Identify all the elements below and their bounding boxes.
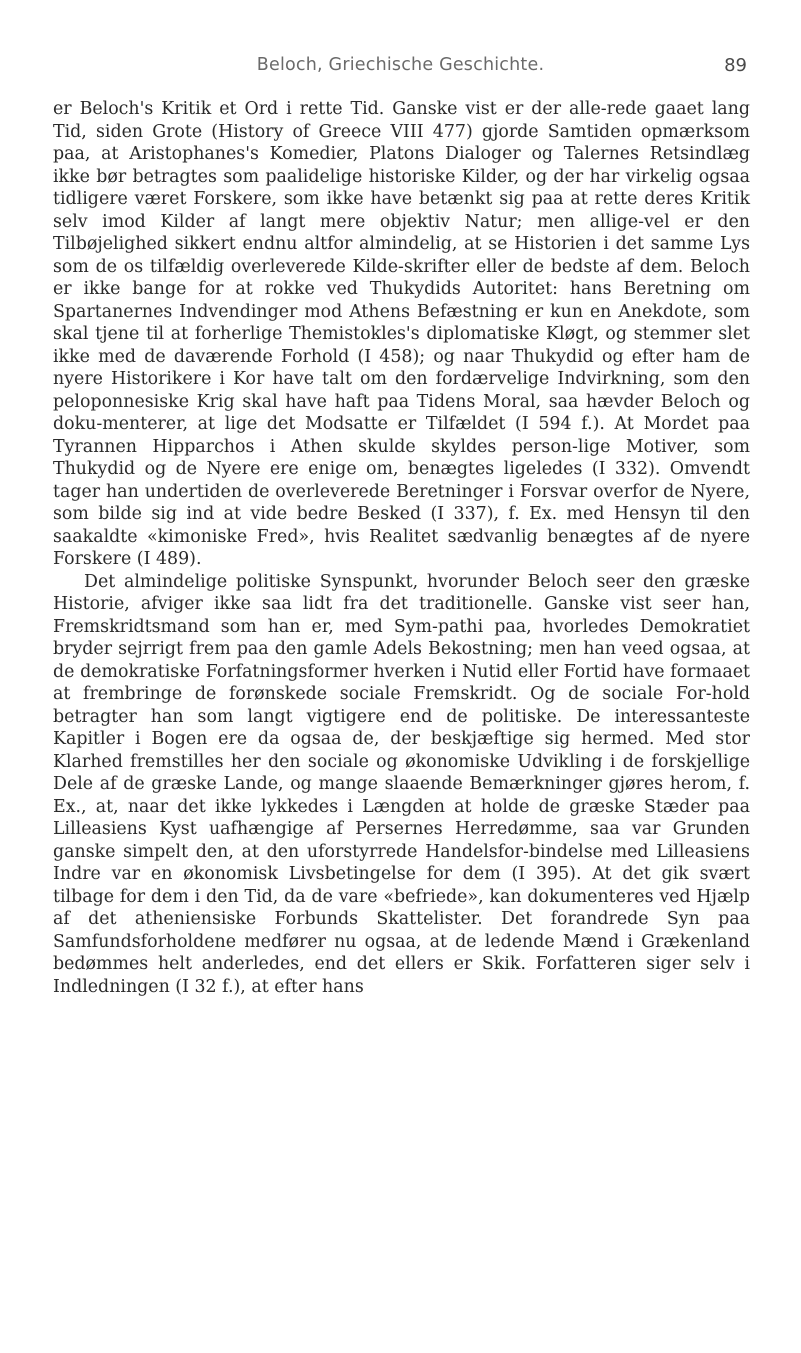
- running-head: Beloch, Griechische Geschichte.: [256, 55, 545, 75]
- body-text: [53, 98, 750, 998]
- paragraph-belochs-kritik: er Beloch's Kritik et Ord i rette Tid. Ganske vist er der alle-rede gaaet lang Tid, siden Grote (History of Greece VIII 477) gjorde Samtiden opmærksom paa, at Aristophanes's Komedier, Platons Dialoger og Talernes Retsindlæg ikke bør betragtes som paalidelige historiske Kilder, og der har virkelig ogsaa tidligere været Forskere, som ikke have betænkt sig paa at rette deres Kritik selv imod Kilder af langt mere objektiv Natur; men allige-vel er den Tilbøjelighed sikkert endnu altfor almindelig, at se Historien i det samme Lys som de os tilfældig overleverede Kilde-skrifter eller de bedste af dem. Beloch er ikke bange for at rokke ved Thukydids Autoritet: hans Beretning om Spartanernes Indvendinger mod Athens Befæstning er kun en Anekdote, som skal tjene til at forherlige Themistokles's diplomatiske Kløgt, og stemmer slet ikke med de daværende Forhold (I 458); og naar Thukydid og efter ham de nyere Historikere i Kor have talt om den fordærvelige Indvirkning, som den peloponnesiske Krig skal have haft paa Tidens Moral, saa hævder Beloch og doku-menterer, at lige det Modsatte er Tilfældet (I 594 f.). At Mordet paa Tyrannen Hipparchos i Athen skulde skyldes person-lige Motiver, som Thukydid og de Nyere ere enige om, benægtes ligeledes (I 332). Omvendt tager han undertiden de overleverede Beretninger i Forsvar overfor de Nyere, som bilde sig ind at vide bedre Besked (I 337), f. Ex. med Hensyn til den saakaldte «kimoniske Fred», hvis Realitet sædvanlig benægtes af de nyere Forskere (I 489).: [53, 99, 750, 569]
- paragraph-politiske-synspunkt: Det almindelige politiske Synspunkt, hvorunder Beloch seer den græske Historie, afviger ikke saa lidt fra det traditionelle. Ganske vist seer han, Fremskridtsmand som han er, med Sym-pathi paa, hvorledes Demokratiet bryder sejrrigt frem paa den gamle Adels Bekostning; men han veed ogsaa, at de demokratiske Forfatningsformer hverken i Nutid eller Fortid have formaaet at frembringe de forønskede sociale Fremskridt. Og de sociale For-hold betragter han som langt vigtigere end de politiske. De interessanteste Kapitler i Bogen ere da ogsaa de, der beskjæftige sig hermed. Med stor Klarhed fremstilles her den sociale og økonomiske Udvikling i de forskjellige Dele af de græske Lande, og mange slaaende Bemærkninger gjøres herom, f. Ex., at, naar det ikke lykkedes i Længden at holde de græske Stæder paa Lilleasiens Kyst uafhængige af Persernes Herredømme, saa var Grunden ganske simpelt den, at den uforstyrrede Handelsfor-bindelse med Lilleasiens Indre var en økonomisk Livsbetingelse for dem (I 395). At det gik svært tilbage for dem i den Tid, da de vare «befriede», kan dokumenteres ved Hjælp af det atheniensiske Forbunds Skattelister. Det forandrede Syn paa Samfundsforholdene medfører nu ogsaa, at de ledende Mænd i Grækenland bedømmes helt anderledes, end det ellers er Skik. Forfatteren siger selv i Indledningen (I 32 f.), at efter hans: [53, 571, 750, 997]
- page-header: [0, 55, 801, 83]
- page-number: 89: [724, 55, 747, 76]
